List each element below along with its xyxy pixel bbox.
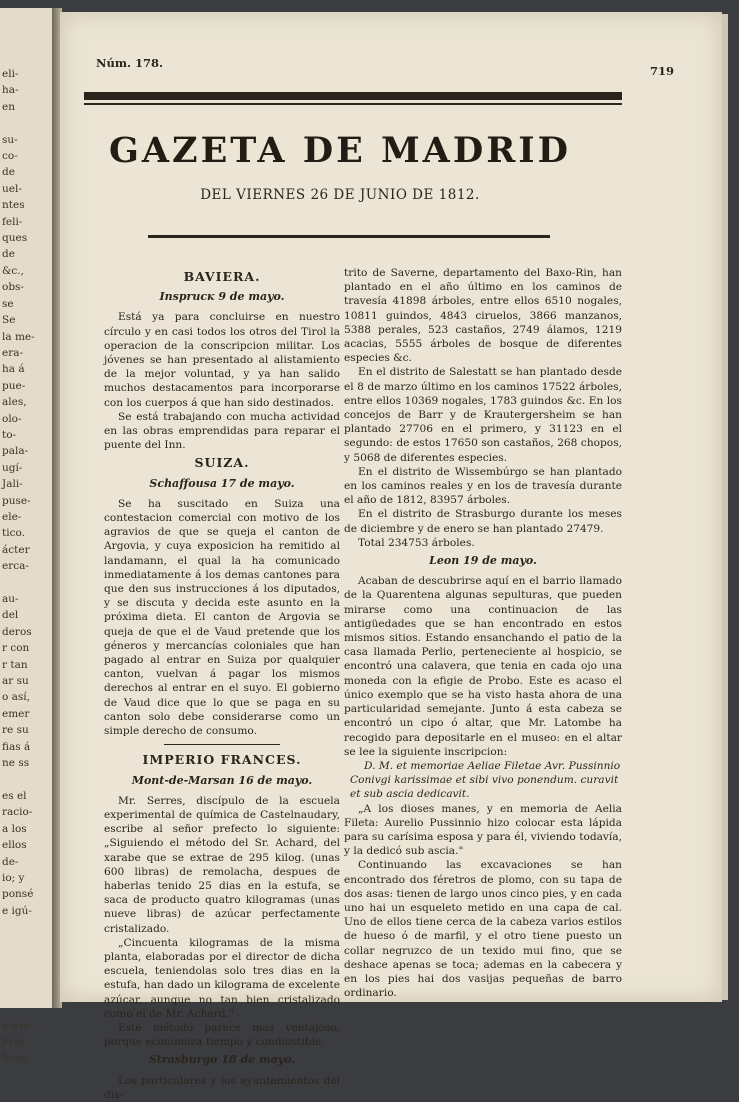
article-paragraph: En el distrito de Salestatt se han plantado desde el 8 de marzo último en los caminos 17522 árboles, entre ellos 10369 nogales, 1783 guindos &c. En los concejos de Barr y de Krautergersheim se han plantado 27706 en el primero, y 31123 en el segundo: de estos 17650 son castaños, 268 chopos, y 5068 de diferentes especies. bbox=[344, 366, 622, 464]
issue-date: DEL VIERNES 26 DE JUNIO DE 1812. bbox=[200, 187, 480, 203]
dateline: Leon 19 de mayo. bbox=[429, 554, 537, 568]
header-rule-thin bbox=[84, 103, 622, 105]
page-edge bbox=[722, 14, 728, 1000]
newspaper-page bbox=[60, 12, 722, 1101]
article-paragraph: Se ha suscitado en Suiza una contestacion comercial con motivo de los agravios de que se queja el canton de Argovia, y cuya exposicion ha remitido al landamann, el qual la ha comunicado inmediatamente á los demas cantones para que den sus instrucciones á los diputados, y se discuta y decida este asunto en la próxima dieta. El canton de Argovia se queja de que el de Vaud pretende que los géneros y mercancías coloniales que han pagado al entrar en Suiza por qualquier canton, vuelvan á pagar los mismos derechos al entrar en el suyo. El gobierno de Vaud dice que lo que se paga en su canton solo debe considerarse como un simple derecho de consumo. bbox=[104, 497, 340, 738]
article-paragraph: Acaban de descubrirse aquí en el barrio llamado de la Quarentena algunas sepulturas, que pueden mirarse como una continuacion de las antigüedades que se han encontrado en estos mismos sitios. Estando ensanchando el patio de la casa llamada Perlio, perteneciente al hospicio, se encontró una calavera, que tenia en cada ojo una moneda con la efigie de Probo. Este es acaso el único exemplo que se ha visto hasta ahora de una particularidad semejante. Junto á esta cabeza se encontró un cipo ó altar, que Mr. Latombe ha recogido para depositarle en el museo: en el altar se lee la siguiente inscripcion: bbox=[344, 575, 622, 758]
section-heading: SUIZA. bbox=[194, 455, 250, 471]
article-paragraph: Los particulares y los ayuntamientos del dis- bbox=[104, 1074, 340, 1101]
dateline: Schaffousa 17 de mayo. bbox=[149, 476, 295, 490]
article-paragraph: Se está trabajando con mucha actividad en las obras emprendidas para reparar el puente del Inn. bbox=[104, 410, 340, 452]
left-column bbox=[104, 266, 340, 1102]
section-heading: BAVIERA. bbox=[183, 269, 261, 284]
previous-page-text: eli- ha- en su- co- de uel- ntes feli- ques de &c., obs- se Se la me- era- ha á pue- ales, olo- to- pala- ugí- Jali- puse- ele- tico. ácter erca- au- del deros r con r tan ar su o así, emer re su fias á ne ss es el racio- a los ellos de- io; y ponsé e igú- a exe- Fraj tone- bbox=[2, 68, 35, 1065]
section-heading: IMPERIO FRANCES. bbox=[142, 752, 302, 768]
page-number: 719 bbox=[649, 64, 674, 78]
dateline: Insprucк 9 de mayo. bbox=[159, 290, 285, 304]
article-paragraph: trito de Saverne, departamento del Baxo-Rin, han plantado en el año último en los caminos de travesía 41898 árboles, entre ellos 6510 nogales, 10811 guindos, 4843 ciruelos, 3866 manzanos, 5388 perales, 523 castaños, 2749 álamos, 1219 acacias, 5555 árboles de bosque de diferentes especies &c. bbox=[344, 267, 622, 365]
article-paragraph: Total 234753 árboles. bbox=[358, 536, 475, 549]
article-paragraph: Mr. Serres, discípulo de la escuela experimental de química de Castelnaudary, escribe al señor prefecto lo siguiente: „Siguiendo el método del Sr. Achard, del xarabe que se extrae de 295 kilog. (unas 600 libras) de remolacha, despues de haberlas tenido 25 dias en la estufa, se saca de producto quatro kilogramas (unas nueve libras) de azúcar perfectamente cristalizado. bbox=[104, 794, 340, 935]
previous-page-fragment bbox=[0, 8, 54, 1065]
dateline: Mont-de-Marsan 16 de mayo. bbox=[131, 773, 313, 787]
article-paragraph: Este método parece mas ventajoso, porque economiza tiempo y combustible. bbox=[104, 1021, 340, 1049]
article-paragraph: „A los dioses manes, y en memoria de Aelia Fileta: Aurelio Pussinnio hizo colocar esta lápida para su carísima esposa y para él, viviendo todavía, y la dedicó sub ascia." bbox=[344, 802, 622, 858]
right-column bbox=[344, 266, 622, 1000]
header-rule-thick bbox=[84, 92, 622, 100]
article-paragraph: Está ya para concluirse en nuestro círculo y en casi todos los otros del Tirol la operacion de la conscripcion militar. Los jóvenes se han presentado al alistamiento de la mejor voluntad, y ya han salido muchos destacamentos para incorporarse con los cuerpos á que han sido destinados. bbox=[104, 311, 340, 409]
issue-number: Núm. 178. bbox=[96, 56, 164, 70]
article-paragraph: „Cincuenta kilogramas de la misma planta, elaboradas por el director de dicha escuela, teniendolas solo tres dias en la estufa, han dado un kilograma de excelente azúcar, aunque no tan bien cristalizado como el de Mr. Achard." bbox=[104, 936, 340, 1020]
latin-inscription: D. M. et memoriae Aeliae Filetae Avr. Pussinnio Conivgi karissimae et sibi vivo ponendum. curavit et sub ascia dedicavit. bbox=[350, 759, 621, 801]
article-paragraph: En el distrito de Strasburgo durante los meses de diciembre y de enero se han plantado 27479. bbox=[344, 508, 622, 535]
article-paragraph: Continuando las excavaciones se han encontrado dos féretros de plomo, con su tapa de dos asas: tienen de largo unos cinco pies, y en cada uno hai un esqueleto metido en una capa de cal. Uno de ellos tiene cerca de la cabeza varios estilos de hueso ó de marfil, y el otro tiene puesto un collar negruzco de un texido mui fino, que se deshace apenas se toca; ademas en la cabecera y en los pies hai dos vasijas pequeñas de barro ordinario. bbox=[344, 859, 622, 1000]
masthead-title: GAZETA DE MADRID bbox=[108, 130, 572, 171]
section-divider bbox=[164, 744, 280, 745]
dateline: Strasburgo 18 de mayo. bbox=[148, 1053, 296, 1067]
article-paragraph: En el distrito de Wissembúrgo se han plantado en los caminos reales y en los de travesía durante el año de 1812, 83957 árboles. bbox=[344, 465, 622, 507]
date-rule bbox=[148, 235, 550, 238]
